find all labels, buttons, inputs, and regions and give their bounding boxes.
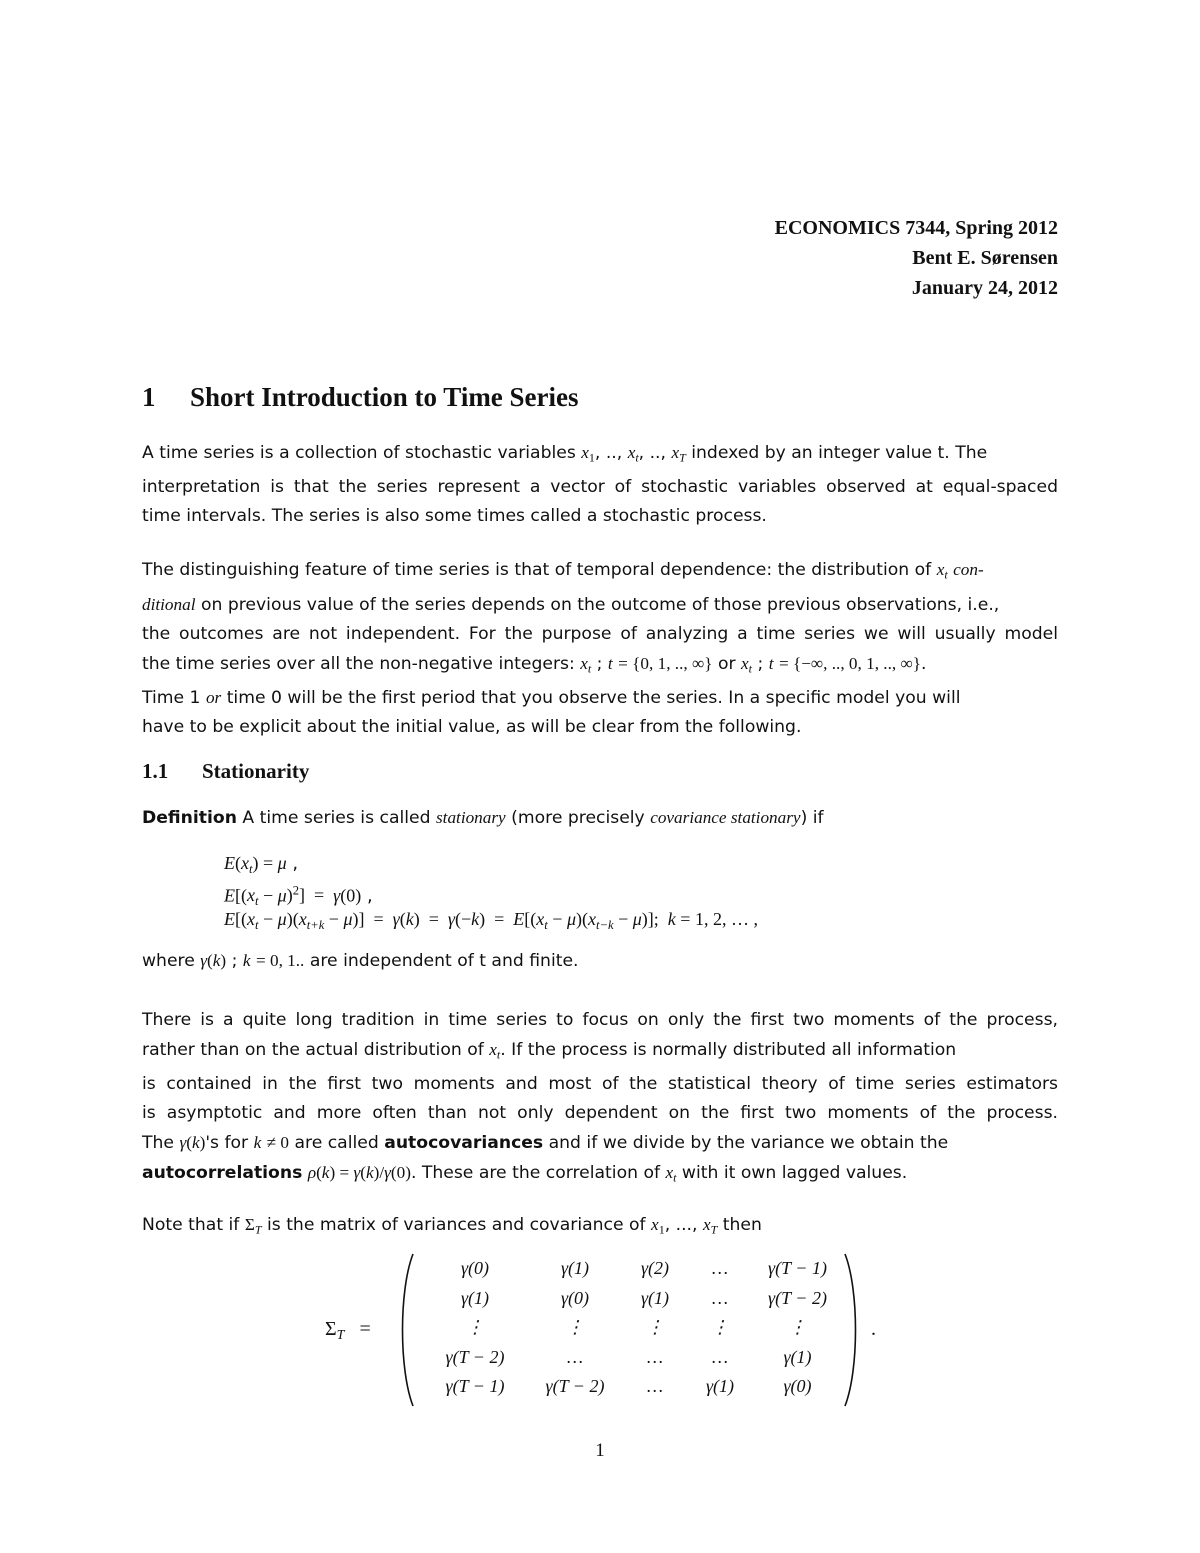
- matrix-cell: ⋮: [646, 1317, 664, 1338]
- matrix-cell: …: [646, 1346, 663, 1367]
- matrix-cell: ⋮: [566, 1317, 584, 1338]
- para2-line-2: ditional on previous value of the series depends on the outcome of those previous observations, i.e.,: [142, 594, 1000, 615]
- matrix-period: .: [871, 1318, 876, 1340]
- matrix-row: [420, 1372, 845, 1402]
- matrix-cell: ⋮: [466, 1317, 484, 1338]
- note-line: Note that if $\Sigma_T$ is the matrix of variances and covariance of $x_1$, ..., $x_T$ then: [142, 1215, 762, 1237]
- where-line: where γ(k) ; k = 0, 1.. are independent of t and finite.: [142, 951, 579, 971]
- document-header: [775, 213, 1058, 303]
- matrix-cell: γ(1): [460, 1287, 490, 1308]
- equation-mean: $E(x_t) = \mu$ ,: [224, 853, 299, 876]
- matrix-cell: γ(0): [560, 1287, 590, 1308]
- para3-line-2: rather than on the actual distribution of $x_t$. If the process is normally distributed all information: [142, 1040, 957, 1062]
- matrix-cell: …: [711, 1287, 728, 1308]
- matrix-row: [420, 1313, 845, 1343]
- matrix-cell: ⋮: [711, 1317, 729, 1338]
- para3-line-5: The γ(k)'s for k ≠ 0 are called autocovariances and if we divide by the variance we obtain the: [142, 1132, 949, 1153]
- matrix-cell: γ(1): [783, 1346, 812, 1367]
- section-number: 1: [142, 382, 156, 412]
- matrix-cell: γ(2): [640, 1258, 670, 1279]
- matrix-row: [420, 1284, 845, 1314]
- matrix-cell: γ(0): [783, 1376, 812, 1397]
- para3-line-4: is asymptotic and more often than not only dependent on the first two moments of the process.: [142, 1102, 1058, 1123]
- matrix-cell: …: [711, 1258, 728, 1279]
- subsection-heading: [142, 759, 309, 784]
- subsection-title: Stationarity: [202, 759, 310, 783]
- paragraph-moments: [142, 1006, 1058, 1192]
- para2-line-3: the outcomes are not independent. For the purpose of analyzing a time series we will usually model: [142, 623, 1058, 644]
- definition-label: Definition: [142, 808, 237, 828]
- para2-line-6: have to be explicit about the initial value, as will be clear from the following.: [142, 717, 802, 738]
- definition-line: Definition A time series is called stationary (more precisely covariance stationary) if: [142, 808, 824, 828]
- para3-line-1: There is a quite long tradition in time series to focus on only the first two moments of the process,: [142, 1010, 1058, 1030]
- matrix-cell: γ(1): [705, 1376, 735, 1397]
- matrix-cell: …: [566, 1346, 583, 1367]
- subsection-number: 1.1: [142, 759, 169, 783]
- sigma-symbol: $\Sigma_T$ =: [325, 1318, 371, 1344]
- matrix-cell: ⋮: [788, 1317, 807, 1338]
- matrix-cell: γ(T − 1): [768, 1258, 827, 1279]
- covariance-matrix: [325, 1250, 885, 1420]
- matrix-cell: γ(1): [640, 1287, 670, 1308]
- matrix-row: [420, 1254, 845, 1284]
- paragraph-temporal-dependence: [142, 555, 1058, 742]
- document-date: January 24, 2012: [911, 277, 1058, 299]
- matrix-table: [420, 1254, 845, 1402]
- matrix-cell: γ(T − 2): [768, 1287, 827, 1308]
- right-parenthesis: [841, 1250, 863, 1410]
- author-name: Bent E. Sørensen: [912, 247, 1058, 269]
- paragraph-intro: [142, 438, 1058, 531]
- para2-line-5: Time 1 or time 0 will be the first period that you observe the series. In a specific model you will: [142, 688, 961, 709]
- matrix-cell: …: [711, 1346, 728, 1367]
- para3-line-3: is contained in the first two moments and most of the statistical theory of time series estimators: [142, 1073, 1058, 1094]
- matrix-cell: γ(T − 1): [445, 1376, 505, 1397]
- section-title: Short Introduction to Time Series: [190, 382, 579, 412]
- para2-line-4: the time series over all the non-negative integers: $x_t$ ; t = {0, 1, .., ∞} or $x_t$ ; t = {−∞, .., 0, 1, .., ∞}.: [142, 653, 927, 676]
- matrix-cell: γ(T − 2): [445, 1346, 505, 1367]
- matrix-cell: γ(0): [460, 1258, 490, 1279]
- section-heading: [142, 382, 579, 413]
- page-number: 1: [595, 1440, 605, 1461]
- equation-autocovariance: $E[(x_t - \mu)(x_{t+k} - \mu)] = \gamma(k) = \gamma(-k) = E[(x_t - \mu)(x_{t-k} - \mu)]$; k = 1, 2, … ,: [224, 909, 758, 932]
- left-parenthesis: [395, 1250, 417, 1410]
- matrix-cell: γ(1): [560, 1258, 590, 1279]
- para1-line-3: time intervals. The series is also some times called a stochastic process.: [142, 505, 767, 526]
- matrix-cell: …: [646, 1376, 663, 1397]
- para1-line-1: A time series is a collection of stochastic variables $x_1$, .., $x_t$, .., $x_T$ indexed by an integer value t. The: [142, 443, 988, 465]
- matrix-row: [420, 1343, 845, 1373]
- para3-line-6: autocorrelations ρ(k) = γ(k)/γ(0). These are the correlation of $x_t$ with it own lagged values.: [142, 1162, 908, 1185]
- course-title: ECONOMICS 7344, Spring 2012: [774, 217, 1058, 239]
- matrix-cell: γ(T − 2): [545, 1376, 605, 1397]
- para2-line-1: The distinguishing feature of time series is that of temporal dependence: the distribution of $x_t$ con-: [142, 560, 984, 582]
- para1-line-2: interpretation is that the series represent a vector of stochastic variables observed at equal-spaced: [142, 476, 1058, 497]
- equation-variance: $E[(x_t - \mu)^2] = \gamma(0)$ ,: [224, 884, 373, 909]
